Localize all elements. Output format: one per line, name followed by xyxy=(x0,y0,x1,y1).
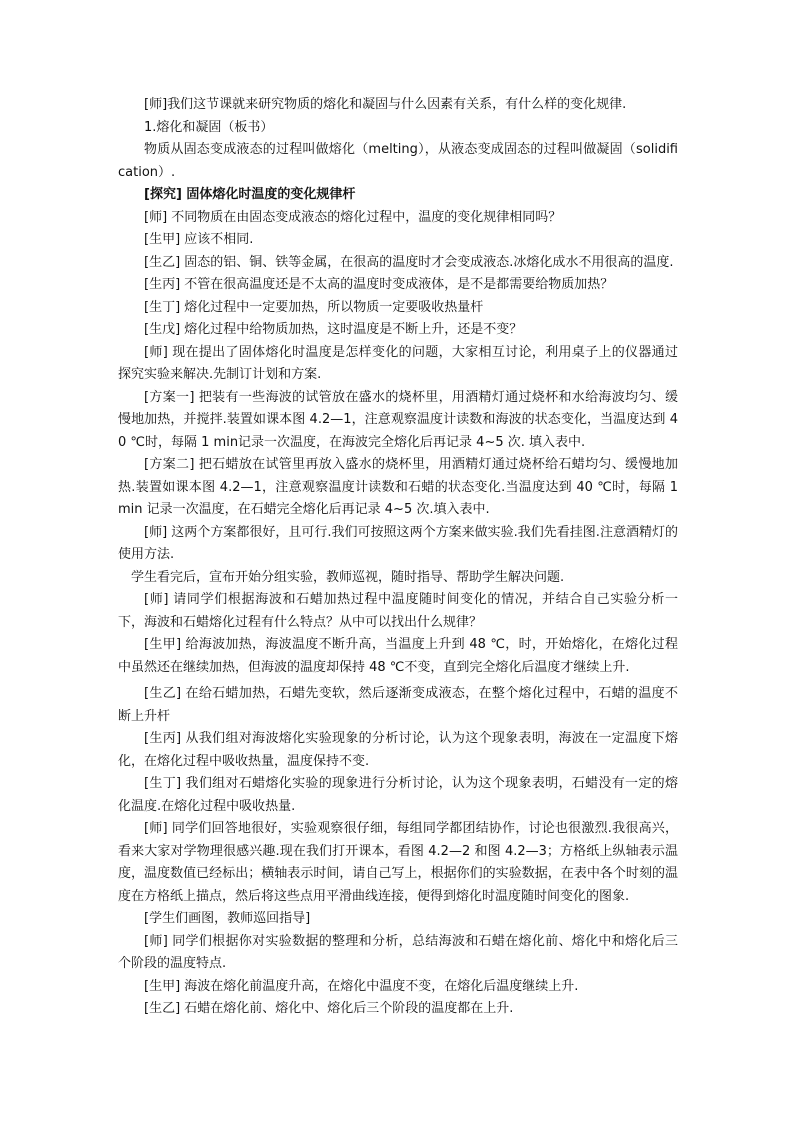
paragraph: [师] 这两个方案都很好，且可行.我们可按照这两个方案来做实验.我们先看挂图.注意酒精灯的使用方法. xyxy=(118,524,678,562)
paragraph: [生甲] 应该不相同. xyxy=(144,232,254,247)
paragraph: [师] 现在提出了固体熔化时温度是怎样变化的问题，大家相互讨论，利用桌子上的仪器通过探究实验来解决.先制订计划和方案. xyxy=(118,344,678,382)
inquiry-heading: [探究] 固体熔化时温度的变化规律杆 xyxy=(144,187,356,202)
plan-two-paragraph: [方案二] 把石蜡放在试管里再放入盛水的烧杯里，用酒精灯通过烧杯给石蜡均匀、缓慢地加热.装置如课本图 4.2—1，注意观察温度计读数和石蜡的状态变化.当温度达到 40 ℃时，每隔 1 min 记录一次温度，在石蜡完全熔化后再记录 4~5 次.填入表中. xyxy=(118,457,678,517)
paragraph: [生丁] 我们组对石蜡熔化实验的现象进行分析讨论，认为这个现象表明，石蜡没有一定的熔化温度.在熔化过程中吸收热量. xyxy=(118,776,678,814)
paragraph: [生乙] 石蜡在熔化前、熔化中、熔化后三个阶段的温度都在上升. xyxy=(144,1001,514,1016)
paragraph: [师] 同学们回答地很好，实验观察很仔细，每组同学都团结协作，讨论也很激烈.我很高兴，看来大家对学物理很感兴趣.现在我们打开课本，看图 4.2—2 和图 4.2—3；方格纸上纵轴表示温度，温度数值已经标出；横轴表示时间，请自己写上，根据你们的实验数据，在表中各个时刻的温度在方格纸上描点，然后将这些点用平滑曲线连接，便得到熔化时温度随时间变化的图象. xyxy=(118,821,678,904)
paragraph: [生甲] 海波在熔化前温度升高，在熔化中温度不变，在熔化后温度继续上升. xyxy=(144,978,579,994)
paragraph: [生乙] 在给石蜡加热，石蜡先变软，然后逐渐变成液态，在整个熔化过程中，石蜡的温度不断上升杆 xyxy=(118,686,678,724)
paragraph: [师] 同学们根据你对实验数据的整理和分析，总结海波和石蜡在熔化前、熔化中和熔化后三个阶段的温度特点. xyxy=(118,933,678,971)
paragraph: 物质从固态变成液态的过程叫做熔化（melting），从液态变成固态的过程叫做凝固（solidification）. xyxy=(118,142,678,180)
paragraph: [学生们画图，教师巡回指导] xyxy=(144,911,311,926)
paragraph: [师] 请同学们根据海波和石蜡加热过程中温度随时间变化的情况，并结合自己实验分析一下，海波和石蜡熔化过程有什么特点？从中可以找出什么规律？ xyxy=(118,592,678,630)
paragraph: [生丙] 不管在很高温度还是不太高的温度时变成液体，是不是都需要给物质加热？ xyxy=(144,277,614,292)
paragraph: [师] 不同物质在由固态变成液态的熔化过程中，温度的变化规律相同吗？ xyxy=(144,209,562,225)
paragraph: 学生看完后，宣布开始分组实验，教师巡视，随时指导、帮助学生解决问题. xyxy=(131,569,565,585)
section-heading: 1.熔化和凝固（板书） xyxy=(144,119,274,135)
plan-one-paragraph: [方案一] 把装有一些海波的试管放在盛水的烧杯里，用酒精灯通过烧杯和水给海波均匀、缓慢地加热，并搅拌.装置如课本图 4.2—1，注意观察温度计读数和海波的状态变化，当温度达到 40 ℃时，每隔 1 min记录一次温度，在海波完全熔化后再记录 4~5 次. 填入表中. xyxy=(118,389,678,450)
paragraph: [生乙] 固态的铝、铜、铁等金属，在很高的温度时才会变成液态.冰熔化成水不用很高的温度. xyxy=(144,254,674,270)
document-body xyxy=(118,94,678,1021)
paragraph: [生戊] 熔化过程中给物质加热，这时温度是不断上升，还是不变？ xyxy=(144,322,523,337)
paragraph: [生丙] 从我们组对海波熔化实验现象的分析讨论，认为这个现象表明，海波在一定温度下熔化，在熔化过程中吸收热量，温度保持不变. xyxy=(118,731,678,769)
paragraph: [生甲] 给海波加热，海波温度不断升高，当温度上升到 48 ℃，时，开始熔化，在熔化过程中虽然还在继续加热，但海波的温度却保持 48 ℃不变，直到完全熔化后温度才继续上升. xyxy=(118,637,678,675)
paragraph: [生丁] 熔化过程中一定要加热，所以物质一定要吸收热量杆 xyxy=(144,299,484,315)
paragraph: [师]我们这节课就来研究物质的熔化和凝固与什么因素有关系，有什么样的变化规律. xyxy=(144,97,627,112)
